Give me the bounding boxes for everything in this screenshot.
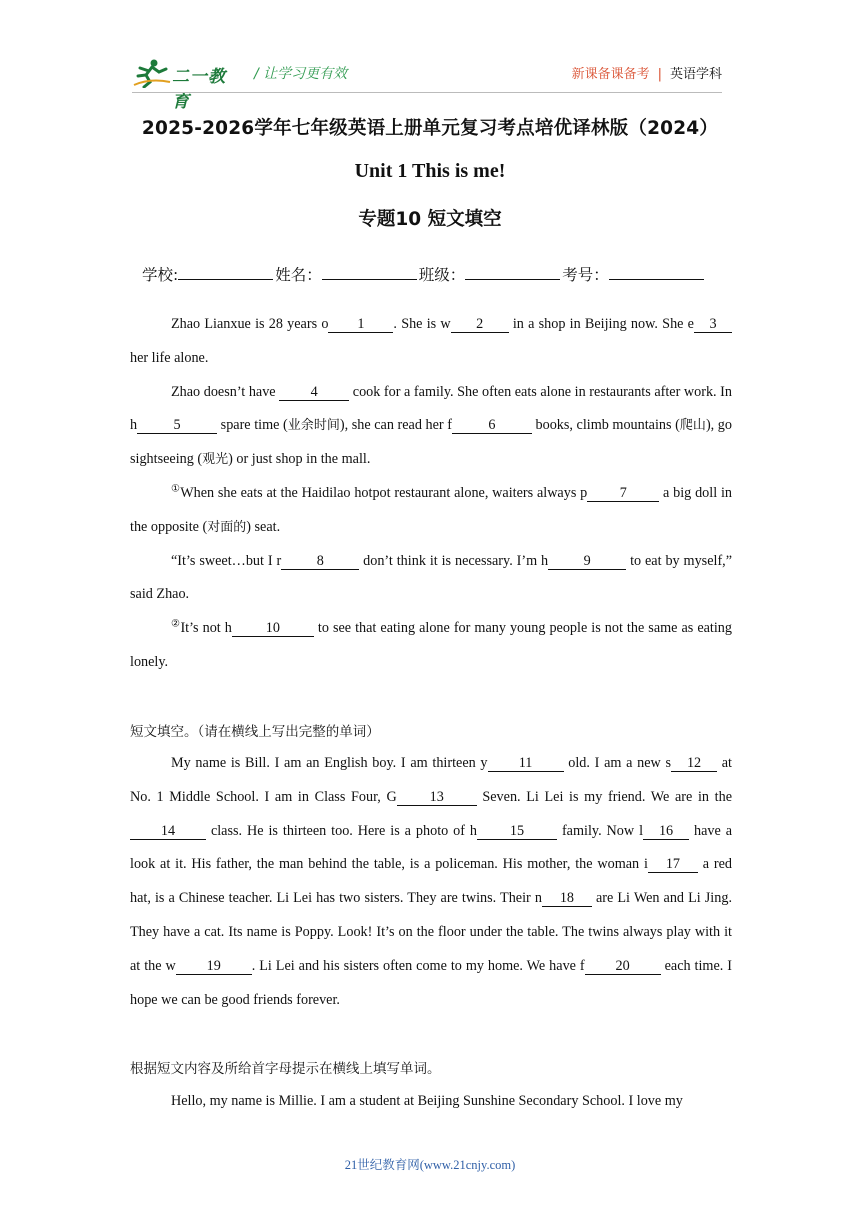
blank-2[interactable]: 2 [451,316,509,333]
blank-19[interactable]: 19 [176,958,252,975]
passage-1-para-2: Zhao doesn’t have 4 cook for a family. She often eats alone in restaurants after work. In h 5 spare time (业余时间), she can read her f 6 books, climb mountains (爬山), go sightseeing (观光) or just shop in the mall. [130,383,732,468]
runner-icon [132,58,172,88]
blank-9[interactable]: 9 [548,553,626,570]
blank-8[interactable]: 8 [281,553,359,570]
passage-1-para-4: “It’s sweet…but I r 8 don’t think it is necessary. I’m h 9 to eat by myself,” said Zhao. [130,552,733,603]
blank-14[interactable]: 14 [130,823,206,840]
blank-12[interactable]: 12 [671,755,717,772]
blank-6[interactable]: 6 [452,417,532,434]
passage-1-para-5: ②It’s not h 10 to see that eating alone for many young people is not the same as eating lonely. [130,618,732,670]
blank-4[interactable]: 4 [279,384,349,401]
header-subject-label: 英语学科 [669,67,722,82]
topic-title: 专题10 短文填空 [358,209,502,230]
instruction-2: 短文填空。（请在横线上写出完整的单词） [130,724,380,740]
blank-18[interactable]: 18 [542,890,592,907]
circled-number-2: ② [171,618,181,630]
passage-2-para: My name is Bill. I am an English boy. I am thirteen y 11 old. I am a new s 12 at No. 1 Middle School. I am in Class Four, G 13 Seven. Li Lei is my friend. We are in the 14 class. He is thirteen too. Here is a photo of h 15 family. Now l 16 have a look at it. His father, the man behind the table, is a policeman. His mother, the woman i 17 a red hat, is a Chinese teacher. Li Lei has two sisters. They are twins. Their n 18 are Li Wen and Li Jing. They have a cat. Its name is Poppy. Look! It’s on the floor under the table. The twins always play with it at the w 19 . Li Lei and his sisters often come to my home. We have f 20 each time. I hope we can be good friends forever. [130,755,732,1008]
blank-15[interactable]: 15 [477,823,557,840]
school-label: 学校: [142,266,179,284]
school-field[interactable] [178,264,273,280]
blank-16[interactable]: 16 [643,823,689,840]
doc-title: 2025-2026学年七年级英语上册单元复习考点培优译林版（2024） [141,118,719,139]
passage-3-para: Hello, my name is Millie. I am a student at Beijing Sunshine Secondary School. I love my [171,1093,683,1109]
number-label: 考号： [562,266,609,284]
unit-title: Unit 1 This is me! [354,160,506,182]
blank-3[interactable]: 3 [694,316,732,333]
passage-1 [130,308,732,680]
blank-17[interactable]: 17 [648,856,698,873]
blank-20[interactable]: 20 [585,958,661,975]
circled-number-1: ① [171,483,181,495]
logo-text: 二一教育 [172,67,226,112]
blank-13[interactable]: 13 [397,789,477,806]
name-label: 姓名： [275,266,322,284]
blank-7[interactable]: 7 [587,485,659,502]
number-field[interactable] [609,264,704,280]
blank-11[interactable]: 11 [488,755,564,772]
class-label: 班级： [418,266,466,284]
passage-1-para-3: ①When she eats at the Haidilao hotpot restaurant alone, waiters always p 7 a big doll in the opposite (对面的) seat. [130,483,732,535]
header-slogan: / 让学习更有效 [254,66,348,82]
blank-10[interactable]: 10 [232,620,314,637]
header-subject [572,63,722,82]
page-footer: 21世纪教育网(www.21cnjy.com) [344,1158,516,1172]
blank-1[interactable]: 1 [328,316,393,333]
instruction-3: 根据短文内容及所给首字母提示在横线上填写单词。 [130,1061,441,1077]
header-separator: | [657,67,662,82]
passage-3 [130,1085,732,1119]
header-divider [132,92,722,93]
passage-1-para-1: Zhao Lianxue is 28 years o 1 . She is w 2 in a shop in Beijing now. She e 3 her life alone. [130,308,732,376]
class-field[interactable] [465,264,560,280]
brand-logo [132,58,242,112]
page-header [0,0,860,112]
header-course: 新课备课备考 [571,67,650,82]
blank-5[interactable]: 5 [137,417,217,434]
passage-2 [130,747,732,1017]
name-field[interactable] [322,264,417,280]
student-info-row [142,263,706,285]
